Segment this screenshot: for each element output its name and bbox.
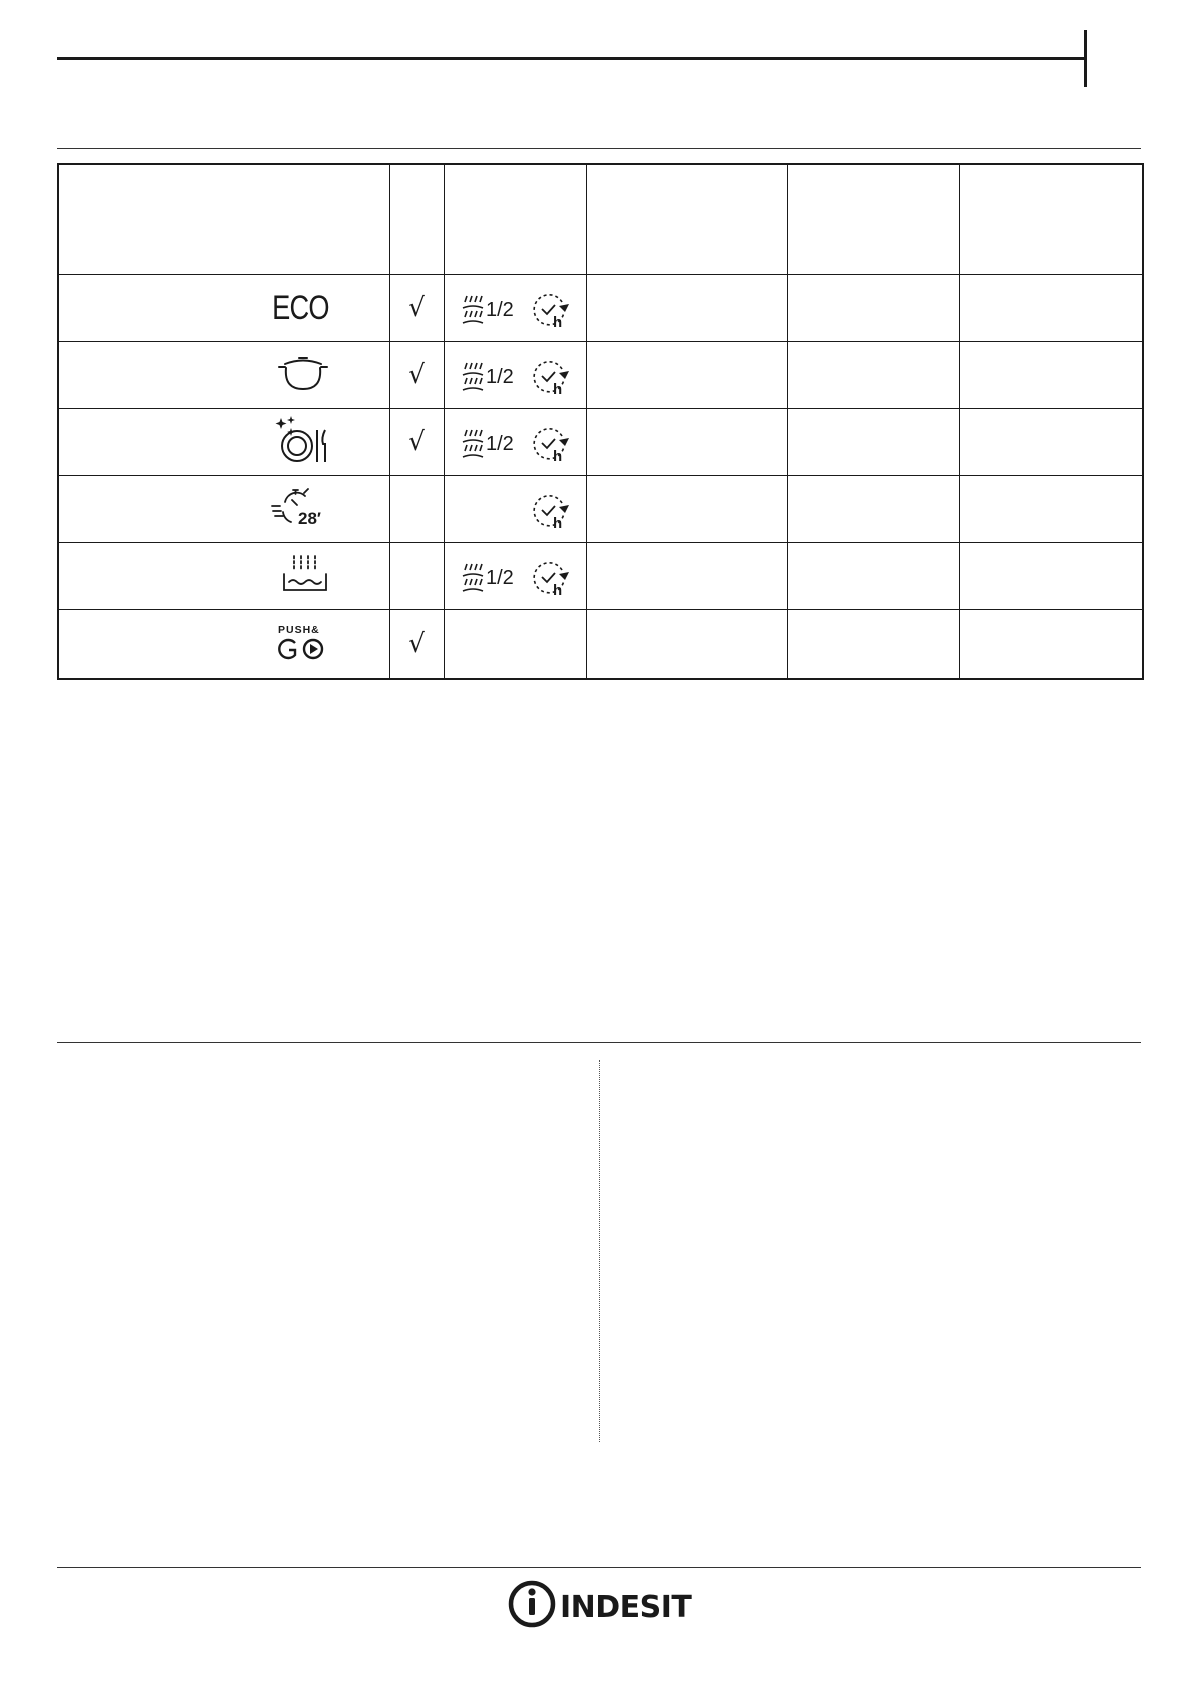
- top-rule-tick: [1084, 30, 1087, 87]
- check-mark: [389, 476, 444, 543]
- svg-text:h: h: [552, 515, 562, 532]
- table-cell: [959, 610, 1143, 680]
- options-cell: [444, 543, 586, 610]
- top-rule: [57, 57, 1085, 60]
- table-row: [58, 543, 1143, 610]
- half-load-icon: [459, 292, 515, 328]
- programme-icon-cell: [58, 543, 389, 610]
- header-cell-col6: [959, 164, 1143, 275]
- table-cell: [787, 476, 959, 543]
- push-go-icon: [275, 621, 329, 663]
- svg-text:h: h: [552, 582, 562, 599]
- table-row: [58, 409, 1143, 476]
- table-cell: [586, 543, 787, 610]
- programme-icon-cell: [58, 409, 389, 476]
- indesit-logo: [508, 1577, 692, 1633]
- table-cell: [787, 543, 959, 610]
- section-rule-2: [57, 1042, 1141, 1043]
- pot-icon: [277, 353, 329, 393]
- half-load-icon: [459, 359, 515, 395]
- svg-text:h: h: [552, 381, 562, 398]
- table-row: [58, 342, 1143, 409]
- table-cell: [959, 543, 1143, 610]
- header-cell-col4: [586, 164, 787, 275]
- delay-start-icon: [529, 290, 571, 332]
- table-cell: [787, 610, 959, 680]
- table-row: [58, 476, 1143, 543]
- programme-icon-cell: [58, 275, 389, 342]
- programmes-table: [57, 163, 1144, 680]
- options-cell: [444, 476, 586, 543]
- svg-text:1/2: 1/2: [485, 567, 514, 589]
- footer-rule: [57, 1567, 1141, 1568]
- programme-icon-cell: [58, 342, 389, 409]
- header-cell-check: [389, 164, 444, 275]
- check-mark: √: [389, 342, 444, 409]
- table-header-row: [58, 164, 1143, 275]
- half-load-icon: [459, 560, 515, 596]
- programme-icon-cell: [58, 610, 389, 680]
- svg-text:1/2: 1/2: [485, 299, 514, 321]
- eco-icon: ECO: [271, 288, 329, 327]
- delay-start-icon: [529, 357, 571, 399]
- table-cell: [959, 476, 1143, 543]
- svg-text:28′: 28′: [297, 508, 321, 528]
- column-divider: [599, 1060, 600, 1442]
- check-mark: √: [389, 610, 444, 680]
- delay-start-icon: [529, 491, 571, 533]
- svg-text:INDESIT: INDESIT: [560, 1590, 692, 1625]
- table-cell: [787, 342, 959, 409]
- delay-start-icon: [529, 558, 571, 600]
- check-mark: [389, 543, 444, 610]
- header-cell-options: [444, 164, 586, 275]
- options-cell: [444, 275, 586, 342]
- header-cell-programme: [58, 164, 389, 275]
- svg-text:PUSH&: PUSH&: [277, 623, 320, 636]
- table-cell: [586, 342, 787, 409]
- svg-text:1/2: 1/2: [485, 366, 514, 388]
- delay-start-icon: [529, 424, 571, 466]
- table-cell: [959, 409, 1143, 476]
- table-cell: [586, 476, 787, 543]
- plate-cutlery-sparkle-icon: [275, 416, 329, 464]
- check-mark: √: [389, 275, 444, 342]
- svg-text:1/2: 1/2: [485, 433, 514, 455]
- table-cell: [586, 610, 787, 680]
- svg-text:h: h: [552, 314, 562, 331]
- half-load-icon: [459, 426, 515, 462]
- table-cell: [959, 342, 1143, 409]
- quick-28-icon: [271, 486, 329, 528]
- options-cell: [444, 409, 586, 476]
- header-cell-col5: [787, 164, 959, 275]
- table-row: [58, 610, 1143, 680]
- table-row: [58, 275, 1143, 342]
- table-cell: [959, 275, 1143, 342]
- options-cell: [444, 342, 586, 409]
- soak-icon: [281, 554, 329, 594]
- table-cell: [787, 275, 959, 342]
- options-cell: [444, 610, 586, 680]
- check-mark: √: [389, 409, 444, 476]
- table-cell: [787, 409, 959, 476]
- programme-icon-cell: [58, 476, 389, 543]
- section-rule-1: [57, 148, 1141, 149]
- svg-text:h: h: [552, 448, 562, 465]
- table-cell: [586, 275, 787, 342]
- table-cell: [586, 409, 787, 476]
